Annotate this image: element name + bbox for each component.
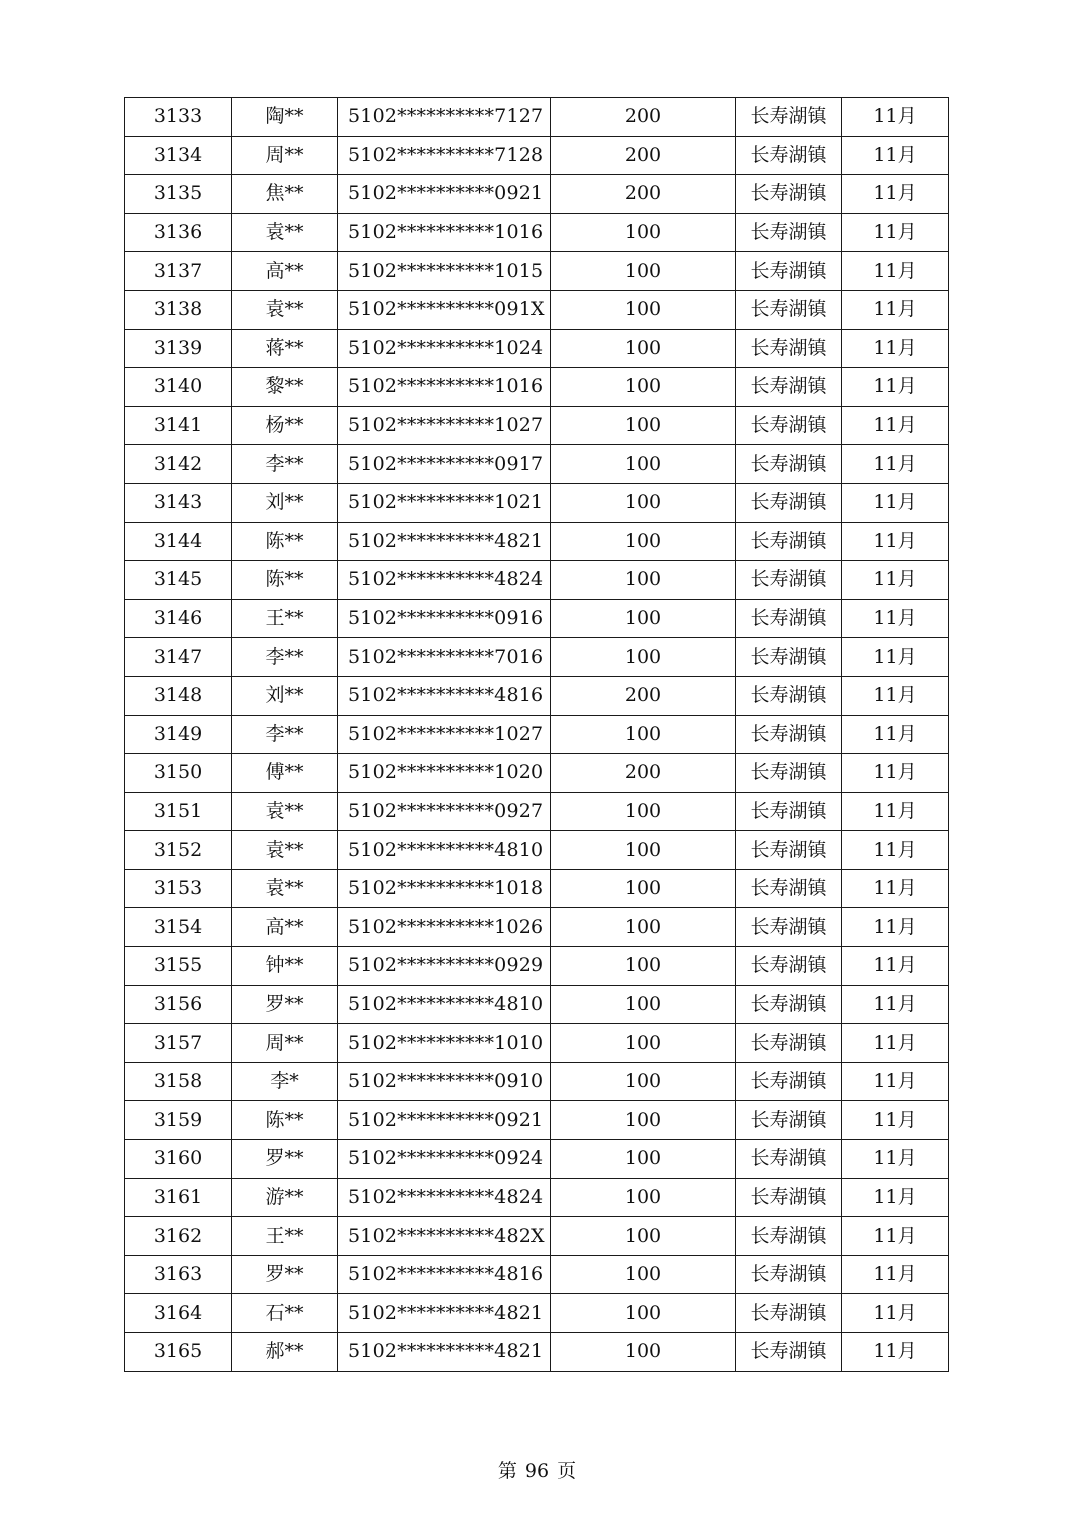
id-number-cell: 5102**********0916 [338,599,551,638]
month-cell: 11月 [842,175,949,214]
id-number-cell: 5102**********4810 [338,831,551,870]
amount-cell: 100 [551,1294,736,1333]
town-cell: 长寿湖镇 [736,1101,842,1140]
serial-number-cell: 3138 [125,290,232,329]
serial-number-cell: 3152 [125,831,232,870]
table-row [125,1178,949,1217]
town-cell: 长寿湖镇 [736,175,842,214]
table-row [125,985,949,1024]
table-row [125,213,949,252]
serial-number-cell: 3141 [125,406,232,445]
town-cell: 长寿湖镇 [736,483,842,522]
serial-number-cell: 3146 [125,599,232,638]
amount-cell: 100 [551,368,736,407]
table-row [125,1024,949,1063]
name-cell: 傅** [232,754,338,793]
serial-number-cell: 3156 [125,985,232,1024]
town-cell: 长寿湖镇 [736,368,842,407]
month-cell: 11月 [842,676,949,715]
town-cell: 长寿湖镇 [736,831,842,870]
name-cell: 王** [232,1217,338,1256]
id-number-cell: 5102**********482X [338,1217,551,1256]
id-number-cell: 5102**********1021 [338,483,551,522]
month-cell: 11月 [842,599,949,638]
table-row [125,522,949,561]
town-cell: 长寿湖镇 [736,1062,842,1101]
amount-cell: 100 [551,908,736,947]
name-cell: 蒋** [232,329,338,368]
table-row [125,98,949,137]
table-row [125,754,949,793]
town-cell: 长寿湖镇 [736,985,842,1024]
amount-cell: 100 [551,290,736,329]
serial-number-cell: 3159 [125,1101,232,1140]
amount-cell: 100 [551,1255,736,1294]
amount-cell: 100 [551,445,736,484]
town-cell: 长寿湖镇 [736,947,842,986]
amount-cell: 200 [551,676,736,715]
name-cell: 黎** [232,368,338,407]
serial-number-cell: 3162 [125,1217,232,1256]
name-cell: 王** [232,599,338,638]
table-row [125,368,949,407]
town-cell: 长寿湖镇 [736,561,842,600]
month-cell: 11月 [842,754,949,793]
id-number-cell: 5102**********7127 [338,98,551,137]
table-row [125,676,949,715]
serial-number-cell: 3148 [125,676,232,715]
name-cell: 罗** [232,1140,338,1179]
table-row [125,792,949,831]
serial-number-cell: 3147 [125,638,232,677]
month-cell: 11月 [842,792,949,831]
name-cell: 罗** [232,985,338,1024]
town-cell: 长寿湖镇 [736,1140,842,1179]
amount-cell: 100 [551,792,736,831]
month-cell: 11月 [842,638,949,677]
id-number-cell: 5102**********1024 [338,329,551,368]
id-number-cell: 5102**********091X [338,290,551,329]
id-number-cell: 5102**********0924 [338,1140,551,1179]
id-number-cell: 5102**********4824 [338,1178,551,1217]
month-cell: 11月 [842,406,949,445]
name-cell: 袁** [232,831,338,870]
month-cell: 11月 [842,522,949,561]
table-row [125,252,949,291]
table-row [125,290,949,329]
page-footer-suffix: 页 [557,1460,577,1482]
amount-cell: 200 [551,175,736,214]
month-cell: 11月 [842,1024,949,1063]
amount-cell: 100 [551,522,736,561]
id-number-cell: 5102**********4821 [338,1294,551,1333]
name-cell: 郝** [232,1333,338,1372]
month-cell: 11月 [842,1294,949,1333]
id-number-cell: 5102**********1027 [338,715,551,754]
amount-cell: 100 [551,638,736,677]
id-number-cell: 5102**********4824 [338,561,551,600]
town-cell: 长寿湖镇 [736,1333,842,1372]
id-number-cell: 5102**********0929 [338,947,551,986]
table-row [125,175,949,214]
town-cell: 长寿湖镇 [736,329,842,368]
id-number-cell: 5102**********1020 [338,754,551,793]
town-cell: 长寿湖镇 [736,522,842,561]
amount-cell: 100 [551,1062,736,1101]
serial-number-cell: 3164 [125,1294,232,1333]
amount-cell: 100 [551,1024,736,1063]
month-cell: 11月 [842,1062,949,1101]
serial-number-cell: 3153 [125,869,232,908]
month-cell: 11月 [842,136,949,175]
serial-number-cell: 3135 [125,175,232,214]
amount-cell: 100 [551,329,736,368]
amount-cell: 100 [551,406,736,445]
id-number-cell: 5102**********4816 [338,1255,551,1294]
town-cell: 长寿湖镇 [736,290,842,329]
id-number-cell: 5102**********4821 [338,522,551,561]
amount-cell: 100 [551,1217,736,1256]
serial-number-cell: 3157 [125,1024,232,1063]
name-cell: 罗** [232,1255,338,1294]
amount-cell: 100 [551,213,736,252]
serial-number-cell: 3134 [125,136,232,175]
town-cell: 长寿湖镇 [736,715,842,754]
town-cell: 长寿湖镇 [736,406,842,445]
name-cell: 钟** [232,947,338,986]
table-row [125,1140,949,1179]
name-cell: 刘** [232,483,338,522]
serial-number-cell: 3158 [125,1062,232,1101]
table-row [125,638,949,677]
table-row [125,329,949,368]
name-cell: 袁** [232,869,338,908]
month-cell: 11月 [842,985,949,1024]
serial-number-cell: 3137 [125,252,232,291]
month-cell: 11月 [842,329,949,368]
id-number-cell: 5102**********0910 [338,1062,551,1101]
name-cell: 李** [232,445,338,484]
amount-cell: 100 [551,599,736,638]
serial-number-cell: 3163 [125,1255,232,1294]
amount-cell: 100 [551,947,736,986]
serial-number-cell: 3144 [125,522,232,561]
serial-number-cell: 3133 [125,98,232,137]
month-cell: 11月 [842,483,949,522]
id-number-cell: 5102**********0921 [338,175,551,214]
roster-table-body [125,98,949,1372]
table-row [125,599,949,638]
table-row [125,1333,949,1372]
table-row [125,715,949,754]
table-row [125,1101,949,1140]
name-cell: 袁** [232,290,338,329]
town-cell: 长寿湖镇 [736,638,842,677]
name-cell: 陈** [232,1101,338,1140]
town-cell: 长寿湖镇 [736,869,842,908]
amount-cell: 200 [551,98,736,137]
table-row [125,1062,949,1101]
town-cell: 长寿湖镇 [736,1178,842,1217]
table-row [125,1294,949,1333]
serial-number-cell: 3160 [125,1140,232,1179]
serial-number-cell: 3140 [125,368,232,407]
amount-cell: 100 [551,1178,736,1217]
name-cell: 周** [232,1024,338,1063]
table-row [125,831,949,870]
month-cell: 11月 [842,213,949,252]
table-row [125,445,949,484]
town-cell: 长寿湖镇 [736,908,842,947]
month-cell: 11月 [842,1333,949,1372]
name-cell: 游** [232,1178,338,1217]
table-row [125,908,949,947]
town-cell: 长寿湖镇 [736,676,842,715]
name-cell: 李** [232,638,338,677]
town-cell: 长寿湖镇 [736,754,842,793]
roster-table [124,97,949,1372]
name-cell: 袁** [232,792,338,831]
month-cell: 11月 [842,1217,949,1256]
town-cell: 长寿湖镇 [736,1294,842,1333]
name-cell: 袁** [232,213,338,252]
amount-cell: 100 [551,252,736,291]
month-cell: 11月 [842,98,949,137]
name-cell: 李* [232,1062,338,1101]
id-number-cell: 5102**********1016 [338,368,551,407]
serial-number-cell: 3154 [125,908,232,947]
table-row [125,1217,949,1256]
month-cell: 11月 [842,947,949,986]
id-number-cell: 5102**********0927 [338,792,551,831]
id-number-cell: 5102**********1026 [338,908,551,947]
month-cell: 11月 [842,445,949,484]
id-number-cell: 5102**********4816 [338,676,551,715]
town-cell: 长寿湖镇 [736,445,842,484]
name-cell: 焦** [232,175,338,214]
page-number: 96 [524,1460,550,1482]
serial-number-cell: 3161 [125,1178,232,1217]
town-cell: 长寿湖镇 [736,252,842,291]
town-cell: 长寿湖镇 [736,213,842,252]
name-cell: 石** [232,1294,338,1333]
table-row [125,1255,949,1294]
month-cell: 11月 [842,561,949,600]
table-row [125,483,949,522]
table-row [125,561,949,600]
amount-cell: 200 [551,754,736,793]
month-cell: 11月 [842,869,949,908]
town-cell: 长寿湖镇 [736,599,842,638]
month-cell: 11月 [842,1178,949,1217]
month-cell: 11月 [842,1101,949,1140]
serial-number-cell: 3149 [125,715,232,754]
amount-cell: 100 [551,715,736,754]
serial-number-cell: 3145 [125,561,232,600]
name-cell: 陈** [232,561,338,600]
page-footer [0,1456,1074,1483]
town-cell: 长寿湖镇 [736,1217,842,1256]
serial-number-cell: 3139 [125,329,232,368]
amount-cell: 100 [551,1333,736,1372]
id-number-cell: 5102**********7128 [338,136,551,175]
month-cell: 11月 [842,908,949,947]
table-row [125,947,949,986]
id-number-cell: 5102**********1027 [338,406,551,445]
name-cell: 陈** [232,522,338,561]
name-cell: 高** [232,252,338,291]
serial-number-cell: 3150 [125,754,232,793]
amount-cell: 100 [551,831,736,870]
month-cell: 11月 [842,1255,949,1294]
town-cell: 长寿湖镇 [736,1024,842,1063]
amount-cell: 100 [551,561,736,600]
id-number-cell: 5102**********1010 [338,1024,551,1063]
month-cell: 11月 [842,715,949,754]
month-cell: 11月 [842,290,949,329]
name-cell: 周** [232,136,338,175]
serial-number-cell: 3151 [125,792,232,831]
id-number-cell: 5102**********1015 [338,252,551,291]
amount-cell: 200 [551,136,736,175]
name-cell: 刘** [232,676,338,715]
name-cell: 陶** [232,98,338,137]
name-cell: 李** [232,715,338,754]
name-cell: 杨** [232,406,338,445]
amount-cell: 100 [551,869,736,908]
id-number-cell: 5102**********1016 [338,213,551,252]
serial-number-cell: 3155 [125,947,232,986]
serial-number-cell: 3142 [125,445,232,484]
table-row [125,136,949,175]
town-cell: 长寿湖镇 [736,136,842,175]
page-footer-prefix: 第 [497,1460,517,1482]
id-number-cell: 5102**********7016 [338,638,551,677]
serial-number-cell: 3165 [125,1333,232,1372]
id-number-cell: 5102**********4821 [338,1333,551,1372]
serial-number-cell: 3136 [125,213,232,252]
month-cell: 11月 [842,831,949,870]
name-cell: 高** [232,908,338,947]
id-number-cell: 5102**********0921 [338,1101,551,1140]
month-cell: 11月 [842,252,949,291]
town-cell: 长寿湖镇 [736,1255,842,1294]
amount-cell: 100 [551,1101,736,1140]
table-row [125,406,949,445]
town-cell: 长寿湖镇 [736,98,842,137]
id-number-cell: 5102**********0917 [338,445,551,484]
month-cell: 11月 [842,368,949,407]
amount-cell: 100 [551,1140,736,1179]
serial-number-cell: 3143 [125,483,232,522]
table-row [125,869,949,908]
amount-cell: 100 [551,483,736,522]
amount-cell: 100 [551,985,736,1024]
id-number-cell: 5102**********1018 [338,869,551,908]
id-number-cell: 5102**********4810 [338,985,551,1024]
town-cell: 长寿湖镇 [736,792,842,831]
month-cell: 11月 [842,1140,949,1179]
